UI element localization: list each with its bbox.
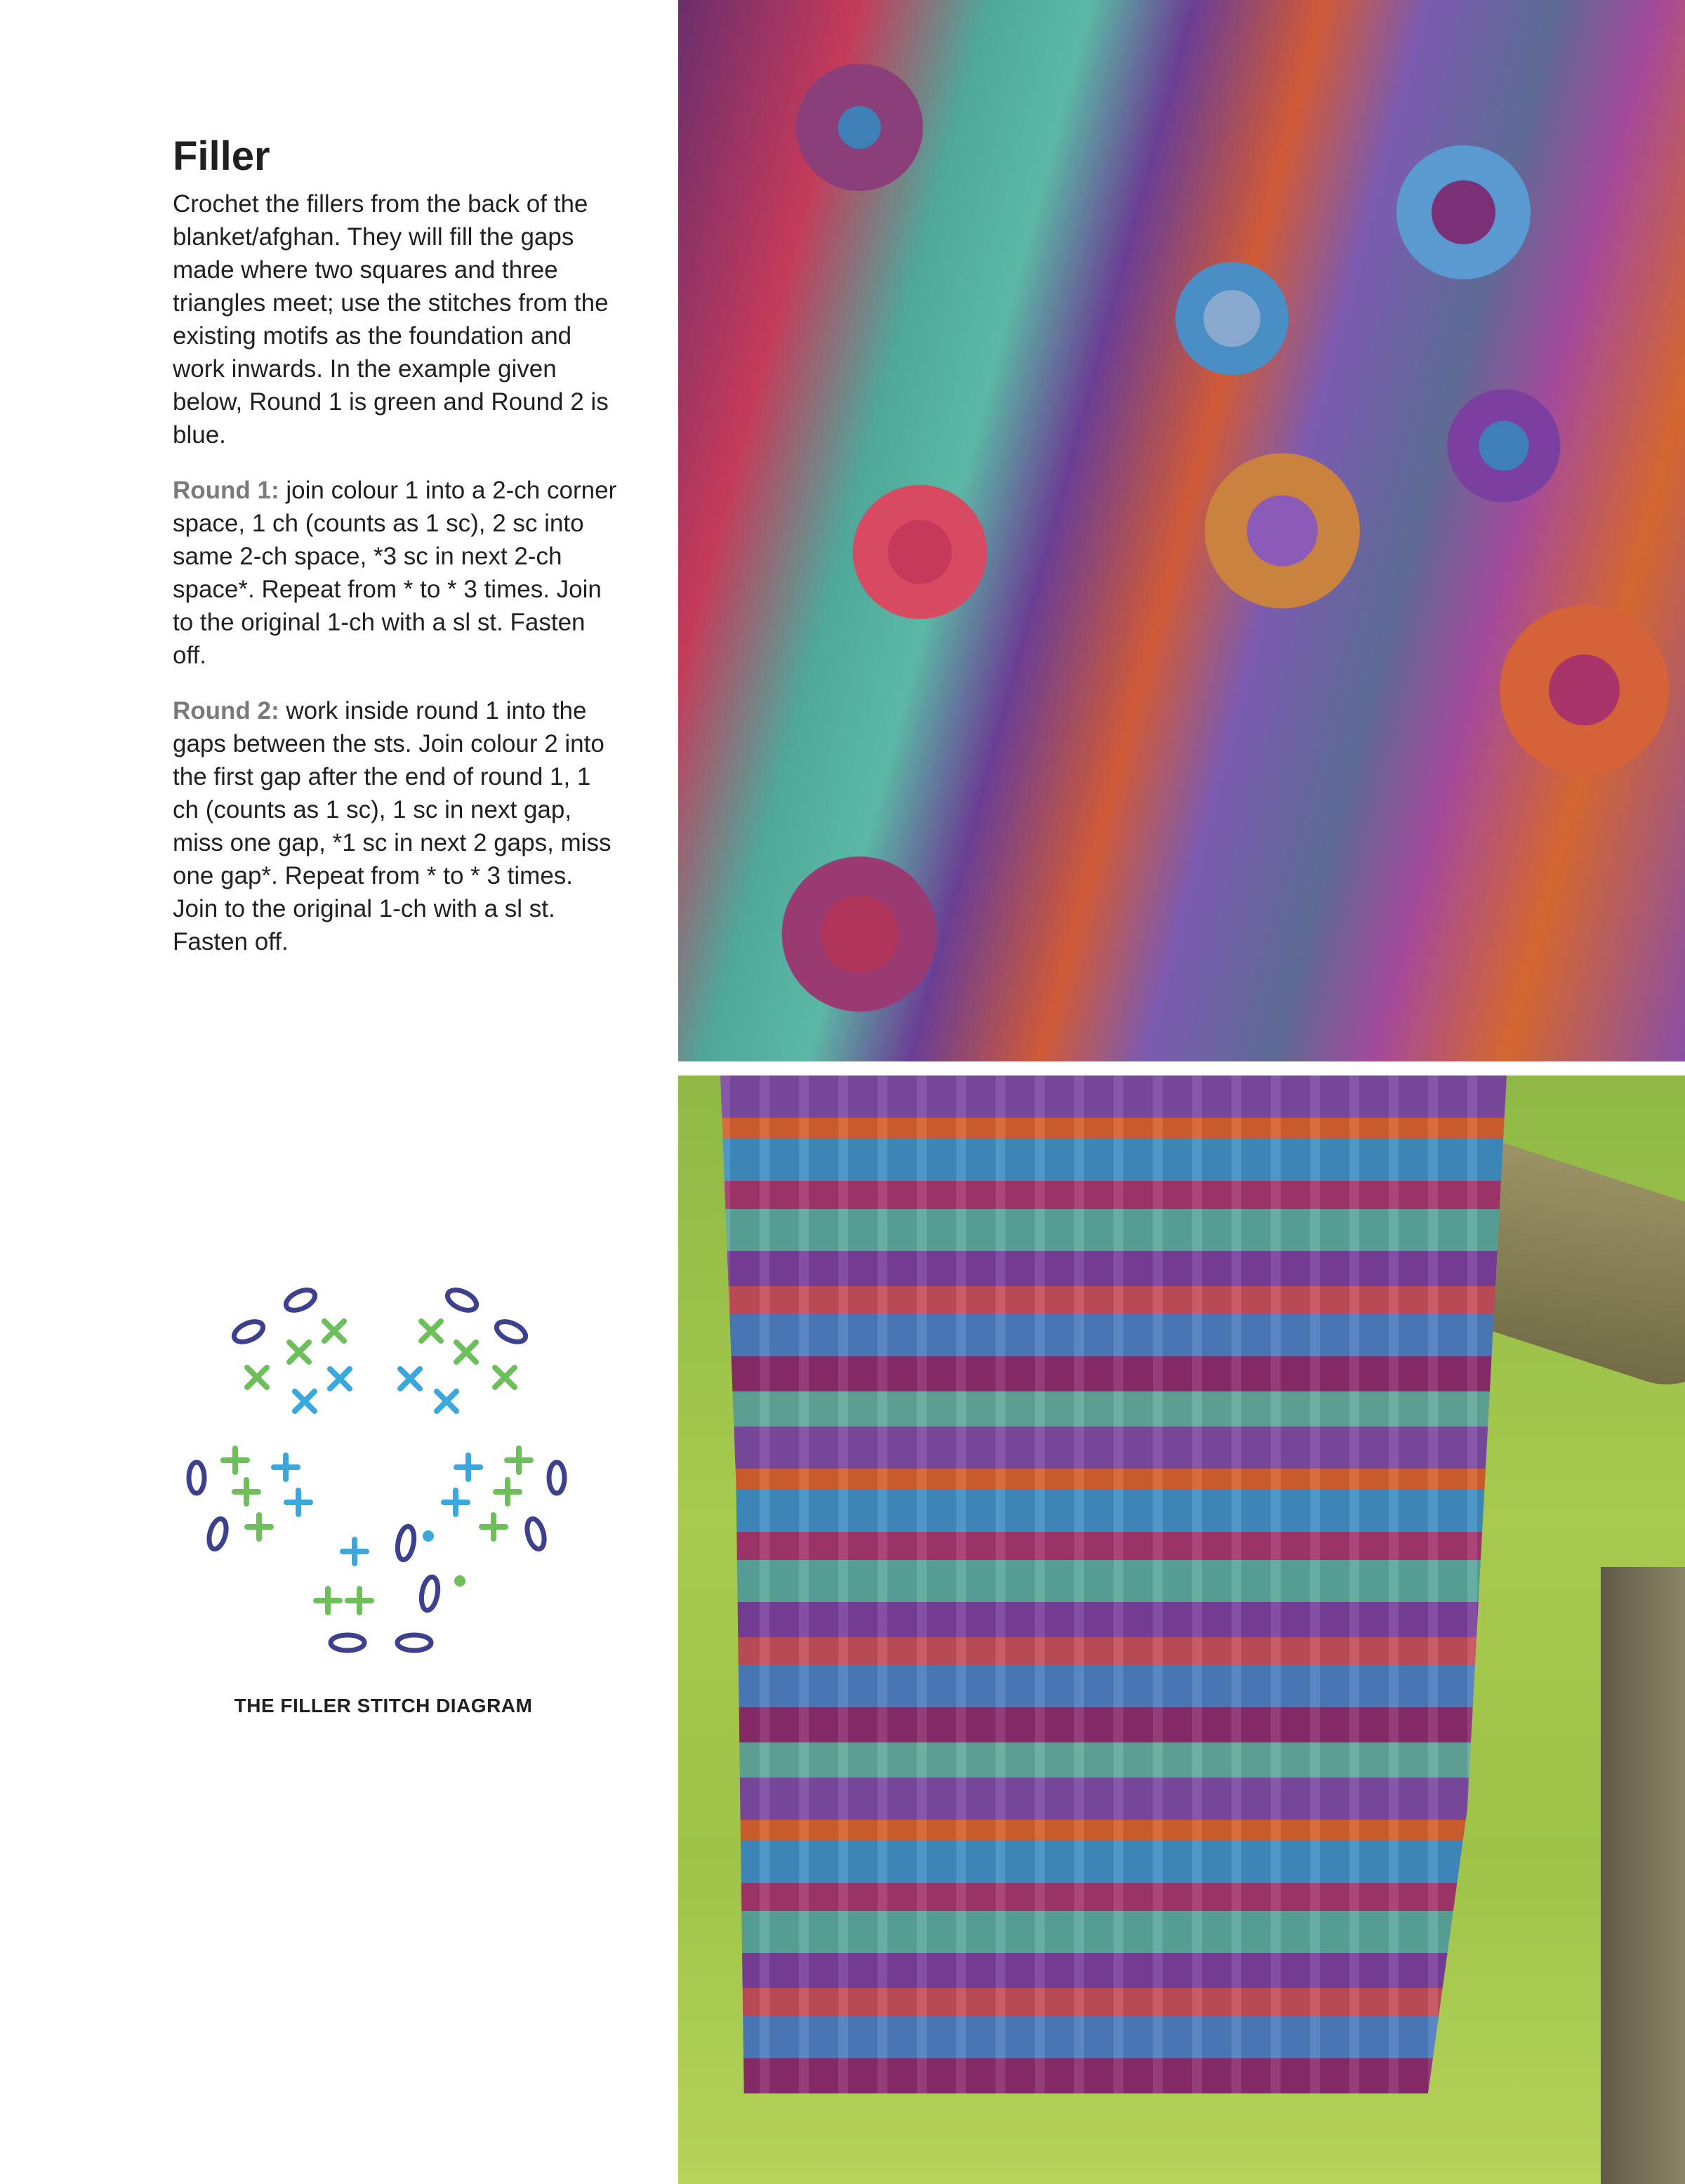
hanging-blanket	[720, 1076, 1507, 2093]
round-2-label: Round 2:	[173, 696, 279, 724]
green-cross	[316, 1589, 340, 1613]
blue-cross	[444, 1490, 468, 1514]
round-2-text: work inside round 1 into the gaps between the sts. Join colour 2 into the first gap after the end of round 1, 1 ch (counts as 1 sc), 1 sc in next gap, miss one gap, *1 sc in next 2 gaps, miss one gap*. Repeat from * to * 3 times. Join to the original 1-ch with a sl st. Fasten off.	[173, 696, 612, 955]
green-cross	[234, 1480, 258, 1504]
blanket-on-tree-photo	[678, 1076, 1685, 2184]
blue-cross	[274, 1455, 298, 1479]
chain-oval	[419, 1575, 440, 1611]
chain-stitches	[189, 1286, 564, 1650]
green-cross	[324, 1321, 344, 1341]
green-cross	[247, 1515, 271, 1539]
blanket-closeup-photo	[678, 0, 1685, 1061]
chain-oval	[494, 1318, 529, 1346]
green-cross	[482, 1515, 505, 1539]
chain-oval	[231, 1318, 266, 1346]
intro-paragraph: Crochet the fillers from the back of the blanket/afghan. They will fill the gaps made where two squares and three triangles meet; use the stitches from the existing motifs as the foundation and work inwards. In the example given below, Round 1 is green and Round 2 is blue.	[173, 190, 609, 449]
green-cross	[348, 1589, 371, 1613]
blue-cross	[456, 1455, 480, 1479]
green-cross	[223, 1448, 247, 1472]
round-1-stitches	[223, 1321, 531, 1613]
blue-cross	[330, 1369, 350, 1389]
chain-oval	[206, 1517, 230, 1551]
instructions-column	[173, 133, 622, 981]
round-1-label: Round 1:	[173, 476, 279, 504]
chain-oval	[524, 1517, 548, 1551]
round-1-text: join colour 1 into a 2-ch corner space, 1 ch (counts as 1 sc), 2 sc into same 2-ch space, *3 sc in next 2-ch space*. Repeat from * to * 3 times. Join to the original 1-ch with a sl st. Fasten off.	[173, 476, 617, 669]
blue-cross	[295, 1391, 315, 1411]
round-2-paragraph	[173, 694, 622, 958]
blue-dot	[423, 1530, 434, 1542]
tree-trunk	[1601, 1567, 1685, 2184]
chain-oval	[549, 1462, 564, 1493]
green-cross	[421, 1321, 441, 1341]
green-cross	[507, 1448, 531, 1472]
green-cross	[496, 1480, 520, 1504]
green-cross	[456, 1342, 476, 1362]
green-cross	[247, 1368, 267, 1387]
chain-oval	[395, 1525, 416, 1561]
blue-cross	[437, 1391, 456, 1411]
chain-oval	[331, 1635, 364, 1650]
blue-cross	[400, 1369, 420, 1389]
blue-cross	[343, 1540, 366, 1563]
chain-oval	[283, 1286, 318, 1314]
chain-oval	[444, 1286, 480, 1314]
chain-oval	[397, 1635, 431, 1650]
chain-oval	[189, 1462, 204, 1493]
section-heading: Filler	[173, 133, 270, 179]
round-1-paragraph	[173, 474, 622, 672]
green-cross	[289, 1342, 309, 1362]
blue-cross	[286, 1490, 310, 1514]
green-dot	[454, 1575, 465, 1587]
round-2-stitches	[274, 1369, 480, 1563]
diagram-caption: THE FILLER STITCH DIAGRAM	[234, 1695, 533, 1716]
green-cross	[495, 1368, 515, 1387]
filler-stitch-diagram	[176, 1278, 576, 1671]
